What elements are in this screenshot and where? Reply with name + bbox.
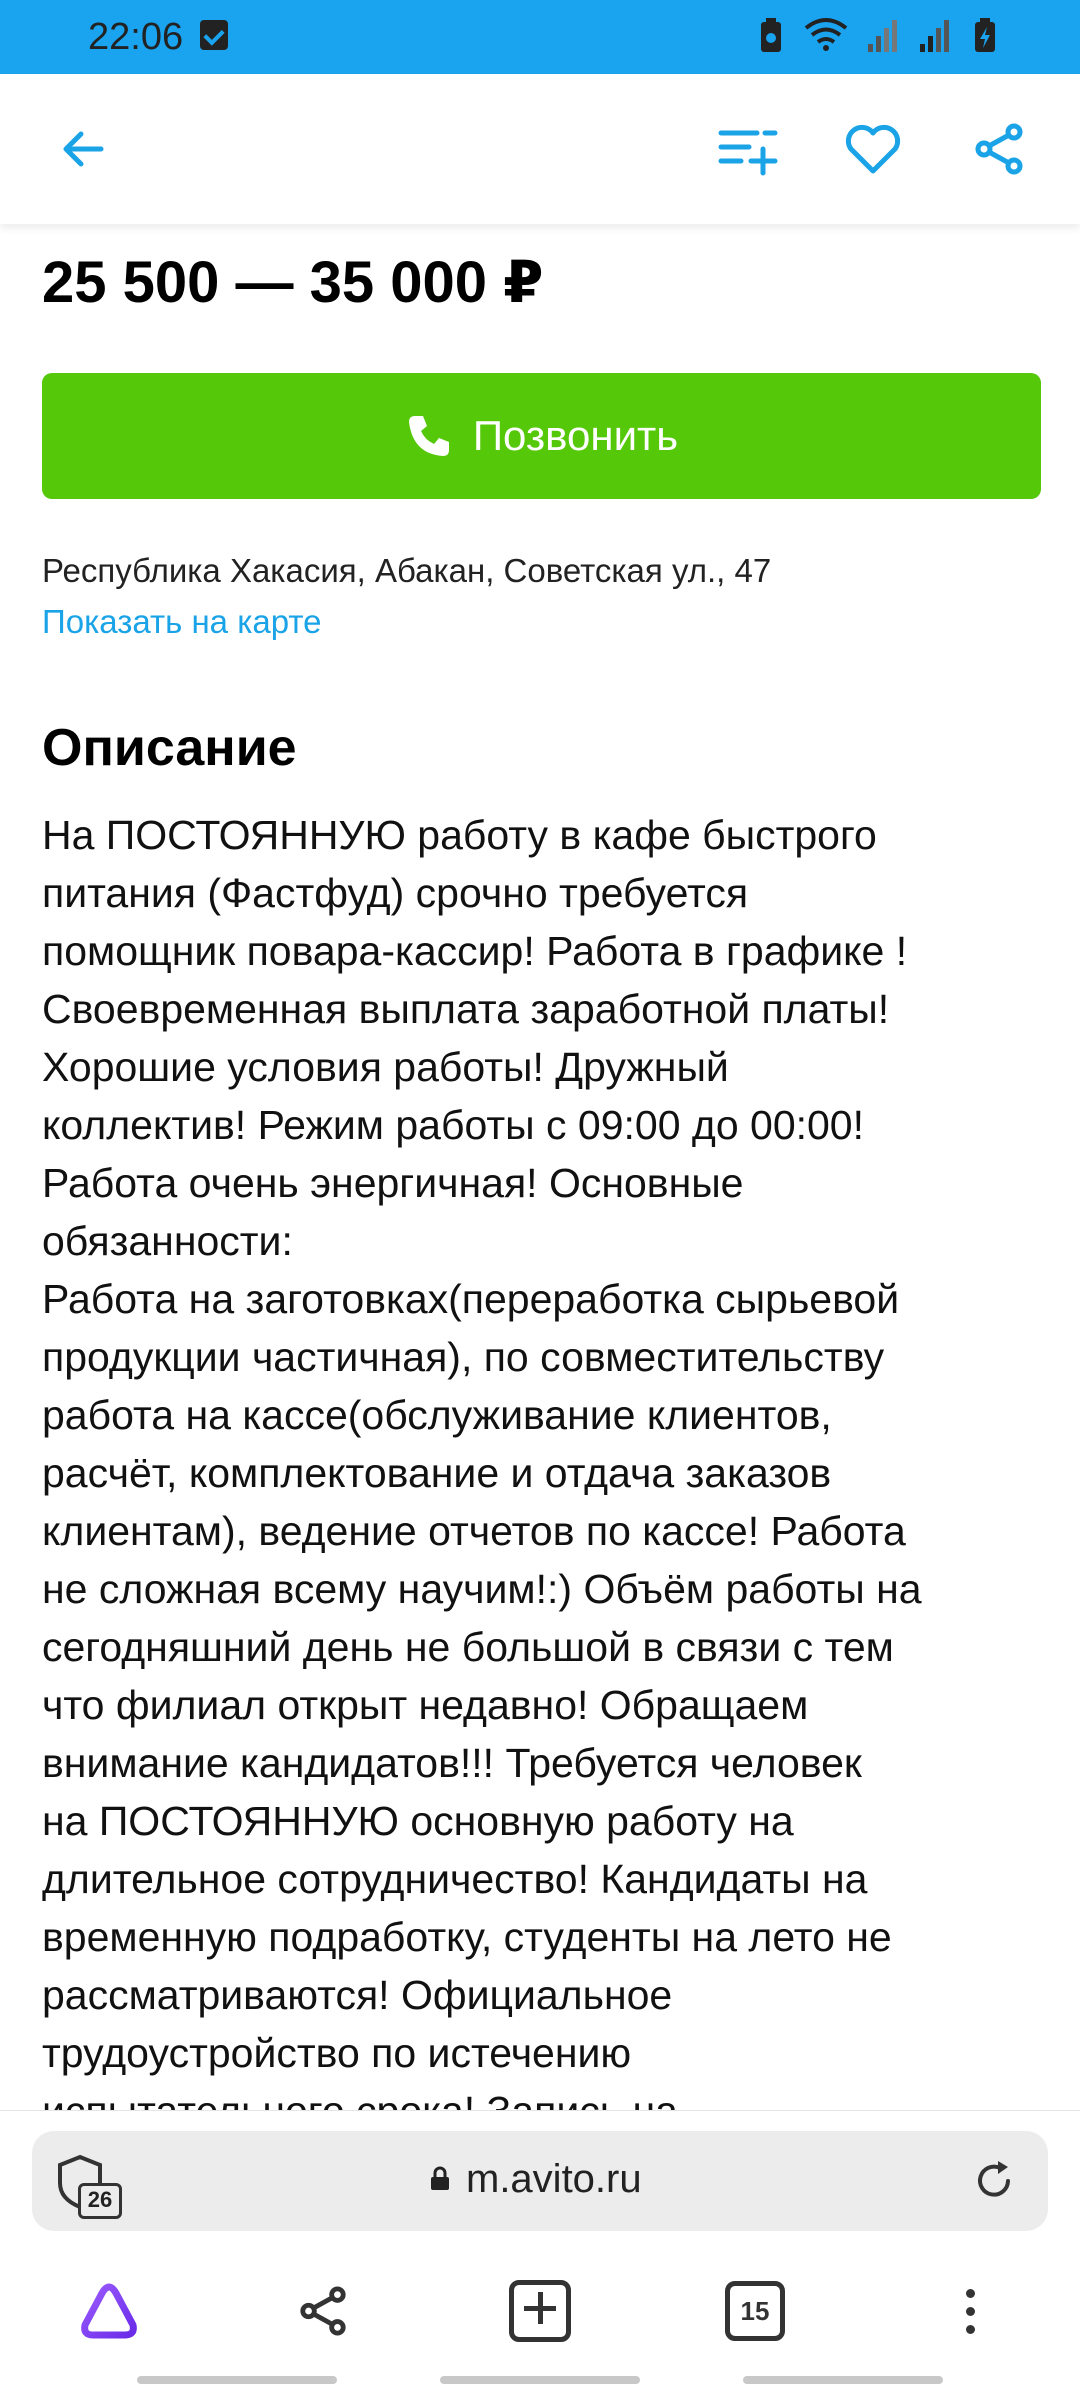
- address-bar[interactable]: [32, 2131, 1048, 2231]
- reload-icon[interactable]: [970, 2157, 1018, 2205]
- description-line: коллектив! Режим работы с 09:00 до 00:00!: [42, 1102, 865, 1148]
- phone-icon: [405, 412, 453, 460]
- favorite-heart-icon: [844, 123, 902, 175]
- back-arrow-icon: [57, 123, 109, 175]
- gesture-bar: [440, 2376, 640, 2384]
- description-line: клиентам), ведение отчетов по кассе! Работа: [42, 1508, 906, 1554]
- description-line: работа на кассе(обслуживание клиентов,: [42, 1392, 832, 1438]
- check-notification-icon: [200, 20, 228, 50]
- tabs-count: 15: [725, 2281, 785, 2341]
- description-line: помощник повара-кассир! Работа в графике !: [42, 928, 908, 974]
- protect-count-badge: 26: [78, 2183, 122, 2219]
- description-line: питания (Фастфуд) срочно требуется: [42, 870, 749, 916]
- description-line: сегодняшний день не большой в связи с тем: [42, 1624, 894, 1670]
- description-title: Описание: [42, 719, 297, 777]
- description-line: что филиал открыт недавно! Обращаем: [42, 1682, 809, 1728]
- browser-nav-row: [0, 2271, 1080, 2351]
- description-line: Работа на заготовках(переработка сырьевой: [42, 1276, 900, 1322]
- status-icons: [756, 16, 1000, 54]
- description-line: обязанности:: [42, 1218, 293, 1264]
- status-bar: [0, 0, 1080, 74]
- description-line: На ПОСТОЯННУЮ работу в кафе быстрого: [42, 812, 877, 858]
- description-line: расчёт, комплектование и отдача заказов: [42, 1450, 832, 1496]
- description-line: Хорошие условия работы! Дружный: [42, 1044, 729, 1090]
- tabs-button[interactable]: [715, 2271, 795, 2351]
- browser-toolbar: [0, 2110, 1080, 2401]
- new-tab-button[interactable]: [500, 2271, 580, 2351]
- share-page-button[interactable]: [283, 2271, 363, 2351]
- compare-button[interactable]: [712, 114, 782, 184]
- share-icon: [297, 2285, 349, 2337]
- show-on-map-link[interactable]: Показать на карте: [42, 603, 322, 640]
- description-text: [42, 806, 1052, 2106]
- status-time: 22:06: [88, 16, 184, 58]
- gesture-bar: [137, 2376, 337, 2384]
- call-button[interactable]: [42, 373, 1041, 499]
- new-tab-icon: [509, 2280, 571, 2342]
- wifi-icon: [804, 16, 848, 54]
- call-button-label: Позвонить: [472, 412, 679, 459]
- description-line: внимание кандидатов!!! Требуется человек: [42, 1740, 862, 1786]
- share-icon: [972, 122, 1026, 176]
- description-line: продукции частичная), по совместительству: [42, 1334, 885, 1380]
- address: Республика Хакасия, Абакан, Советская ул., 47: [42, 552, 772, 589]
- description-line: длительное сотрудничество! Кандидаты на: [42, 1856, 868, 1902]
- alice-assistant-icon: [77, 2281, 141, 2341]
- description-line: на ПОСТОЯННУЮ основную работу на: [42, 1798, 794, 1844]
- favorite-button[interactable]: [838, 114, 908, 184]
- battery-saver-icon: [756, 16, 786, 54]
- share-button[interactable]: [964, 114, 1034, 184]
- description-line: Своевременная выплата заработной платы!: [42, 986, 890, 1032]
- description-line: Работа очень энергичная! Основные: [42, 1160, 744, 1206]
- description-line: не сложная всему научим!:) Объём работы на: [42, 1566, 922, 1612]
- menu-button[interactable]: [930, 2271, 1010, 2351]
- alice-button[interactable]: [69, 2271, 149, 2351]
- description-line: временную подработку, студенты на лето не: [42, 1914, 892, 1960]
- signal-icon: [918, 16, 952, 54]
- battery-charging-icon: [970, 16, 1000, 54]
- gesture-bar: [743, 2376, 943, 2384]
- description-line: трудоустройство по истечению: [42, 2030, 632, 2076]
- app-header: [0, 74, 1080, 224]
- menu-icon: [966, 2289, 975, 2334]
- lock-icon: [430, 2167, 450, 2191]
- back-button[interactable]: [48, 114, 118, 184]
- url-text[interactable]: m.avito.ru: [466, 2157, 642, 2201]
- compare-list-icon: [717, 123, 777, 175]
- description-line: рассматриваются! Официальное: [42, 1972, 673, 2018]
- price: 25 500 — 35 000 ₽: [42, 250, 544, 315]
- signal-icon: [866, 16, 900, 54]
